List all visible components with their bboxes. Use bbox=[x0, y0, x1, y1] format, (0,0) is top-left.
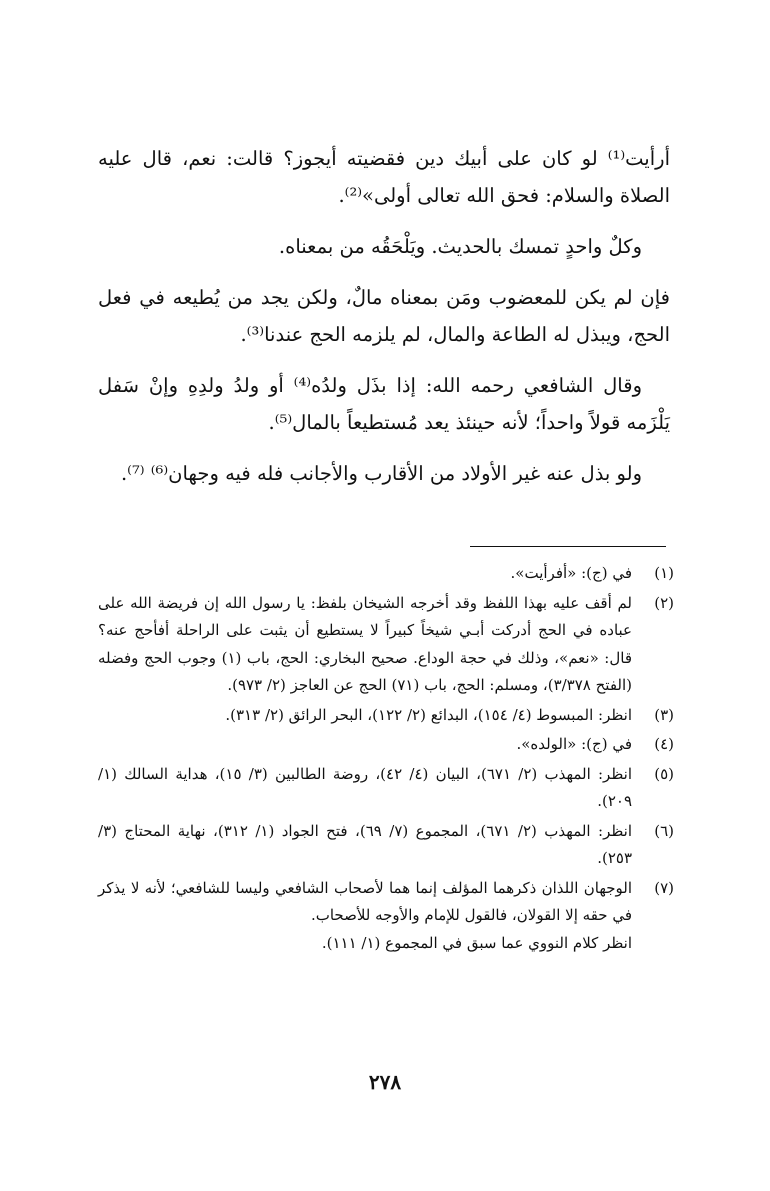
main-text bbox=[98, 140, 670, 506]
footnote-separator bbox=[470, 546, 666, 547]
footnote-text bbox=[98, 731, 632, 759]
footnote-line: في (ج): «أفرأيت». bbox=[510, 564, 632, 582]
footnote-number: (٤) bbox=[654, 735, 674, 753]
footnote-line: في (ج): «الولده». bbox=[516, 735, 632, 753]
footnote-line: انظر كلام النووي عما سبق في المجموع (١/ ١١١). bbox=[321, 933, 632, 952]
footnote-number: (٦) bbox=[654, 821, 674, 840]
footnote-text bbox=[98, 818, 632, 873]
footnote-1 bbox=[98, 560, 674, 588]
paragraph-4: وقال الشافعي رحمه الله: إذا بذَل ولدُه⁽⁴⁾ أو ولدُ ولدِهِ وإنْ سَفل يَلْزَمه قولاً واحداً؛ لأنه حينئذ يعد مُستطيعاً بالمال⁽⁵⁾. bbox=[98, 374, 670, 434]
footnote-text bbox=[98, 590, 632, 700]
footnote-text bbox=[98, 560, 632, 588]
footnote-number: (١) bbox=[654, 564, 674, 582]
footnotes-list bbox=[98, 560, 674, 959]
footnote-3 bbox=[98, 702, 674, 730]
footnote-5 bbox=[98, 761, 674, 816]
footnote-text bbox=[98, 702, 632, 730]
footnote-number: (٧) bbox=[654, 878, 674, 897]
paragraph-2: وكلٌ واحدٍ تمسك بالحديث. ويَلْحَقُه من بمعناه. bbox=[278, 235, 642, 258]
footnote-line: انظر: المبسوط (٤/ ١٥٤)، البدائع (٢/ ١٢٢)، البحر الرائق (٢/ ٣١٣). bbox=[225, 705, 632, 724]
paragraph-1: أرأيت⁽¹⁾ لو كان على أبيك دين فقضيته أيجوز؟ قالت: نعم، قال عليه الصلاة والسلام: فحق الله تعالى أولى»⁽²⁾. bbox=[98, 147, 670, 207]
footnote-6 bbox=[98, 818, 674, 873]
footnote-line: انظر: المهذب (٢/ ٦٧١)، البيان (٤/ ٤٢)، روضة الطالبين (٣/ ١٥)، هداية السالك (١/ ٢٠٩). bbox=[98, 764, 632, 810]
footnote-number: (٢) bbox=[654, 593, 674, 612]
footnote-7 bbox=[98, 875, 674, 958]
footnote-line: الوجهان اللذان ذكرهما المؤلف إنما هما لأصحاب الشافعي وليسا للشافعي؛ لأنه لا يذكر في حقه إلا القولان، فالقول للإمام والأوجه للأصحاب. bbox=[98, 878, 632, 924]
page-number: ٢٧٨ bbox=[368, 1070, 402, 1094]
paragraph-5: ولو بذل عنه غير الأولاد من الأقارب والأجانب فله فيه وجهان⁽⁶⁾ ⁽⁷⁾. bbox=[120, 462, 642, 485]
paragraph-3: فإن لم يكن للمعضوب ومَن بمعناه مالٌ، ولكن يجد من يُطيعه في فعل الحج، ويبذل له الطاعة والمال، لم يلزمه الحج عندنا⁽³⁾. bbox=[98, 286, 670, 346]
footnote-text bbox=[98, 761, 632, 816]
footnote-number: (٥) bbox=[654, 764, 674, 783]
footnote-number: (٣) bbox=[654, 705, 674, 724]
footnote-line: لم أقف عليه بهذا اللفظ وقد أخرجه الشيخان بلفظ: يا رسول الله إن فريضة الله على عباده في الحج أدركت أبـي شيخاً كبيراً لا يستطيع أن يثبت على الراحلة أفأحج عنه؟ قال: «نعم»، وذلك في حجة الوداع. صحيح البخاري: الحج، باب (١) وجوب الحج وفضله (الفتح ٣/٣٧٨)، ومسلم: الحج، باب (٧١) الحج عن العاجز (٢/ ٩٧٣). bbox=[98, 593, 633, 694]
footnote-text bbox=[98, 875, 632, 958]
footnote-line: انظر: المهذب (٢/ ٦٧١)، المجموع (٧/ ٦٩)، فتح الجواد (١/ ٣١٢)، نهاية المحتاج (٣/ ٢٥٣). bbox=[98, 821, 633, 867]
footnote-2 bbox=[98, 590, 674, 700]
footnote-4 bbox=[98, 731, 674, 759]
